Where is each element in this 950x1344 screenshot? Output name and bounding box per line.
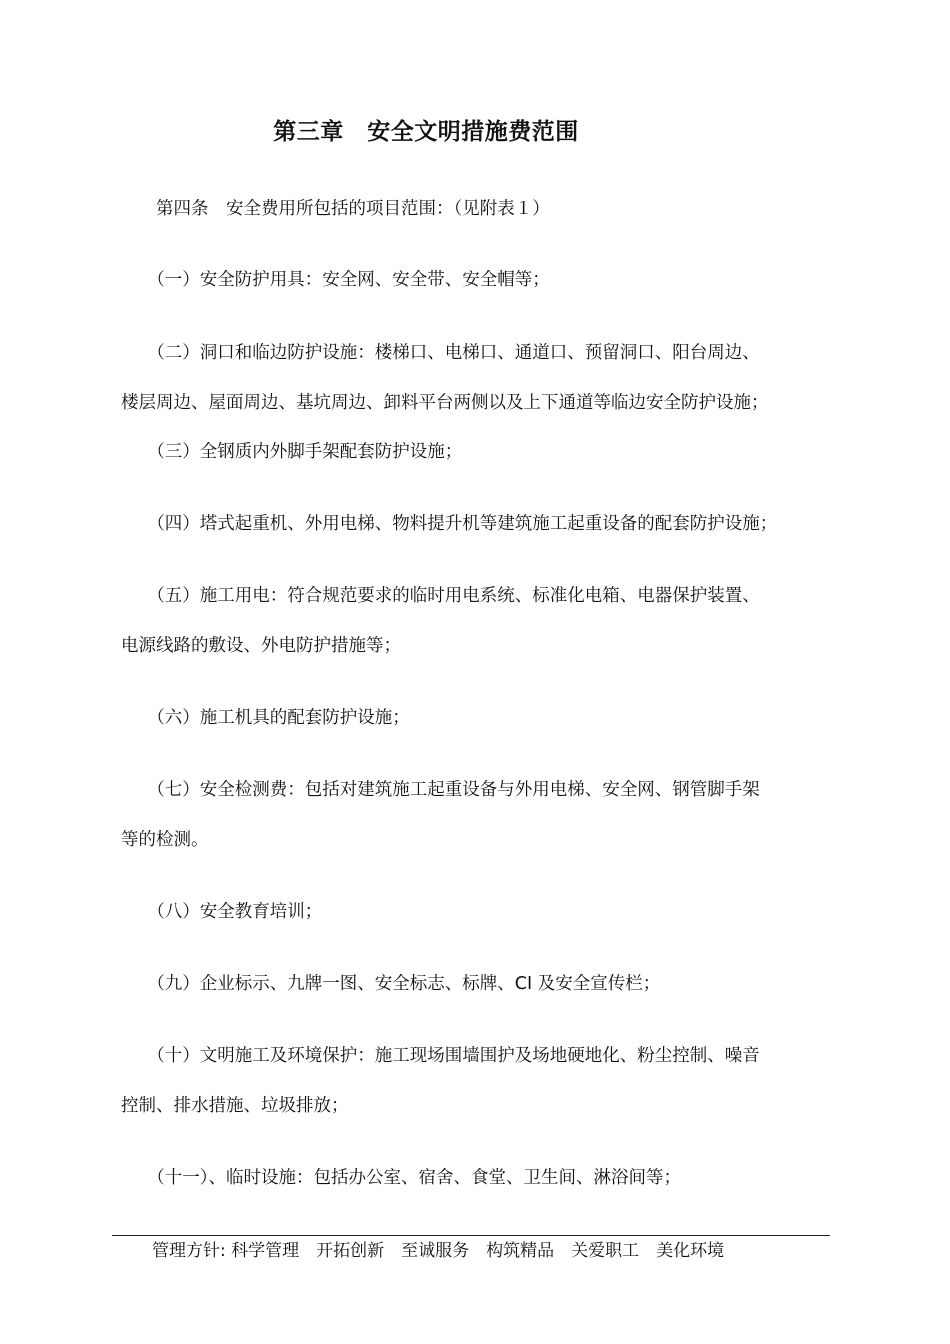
paragraph-line: （七）安全检测费：包括对建筑施工起重设备与外用电梯、安全网、钢管脚手架 [121,780,760,800]
paragraph-line: 第四条 安全费用所包括的项目范围：（见附表１） [121,199,550,219]
paragraph-line: （五）施工用电：符合规范要求的临时用电系统、标准化电箱、电器保护装置、 [121,586,760,606]
paragraph-line: （十）文明施工及环境保护：施工现场围墙围护及场地硬地化、粉尘控制、噪音 [121,1046,760,1066]
paragraph-item-1 [121,268,841,292]
paragraph-line: （二）洞口和临边防护设施：楼梯口、电梯口、通道口、预留洞口、阳台周边、 [121,343,760,363]
paragraph-item-9 [121,972,841,996]
paragraph-item-6 [121,706,841,730]
footer-divider [112,1235,830,1236]
paragraph-item-7 [121,778,841,852]
paragraph-item-8 [121,900,841,924]
paragraph-item-3 [121,440,841,464]
paragraph-item-10 [121,1044,841,1118]
paragraph-line-continued: 电源线路的敷设、外电防护措施等； [121,636,401,656]
paragraph-item-2 [121,341,841,415]
paragraph-line-continued: 控制、排水措施、垃圾排放； [121,1096,349,1116]
chapter-title: 第三章 安全文明措施费范围 [273,119,579,145]
paragraph-line: （九）企业标示、九牌一图、安全标志、标牌、CI 及安全宣传栏； [121,974,661,994]
paragraph-item-11 [121,1166,841,1190]
paragraph-line: （六）施工机具的配套防护设施； [121,708,410,728]
paragraph-line: （十一）、临时设施：包括办公室、宿舍、食堂、卫生间、淋浴间等； [121,1168,681,1188]
paragraph-item-5 [121,584,841,658]
paragraph-line: （八）安全教育培训； [121,902,323,922]
footer-motto: 管理方针: 科学管理 开拓创新 至诚服务 构筑精品 关爱职工 美化环境 [152,1241,725,1261]
paragraph-line: （一）安全防护用具：安全网、安全带、安全帽等； [121,270,550,290]
paragraph-line-continued: 等的检测。 [121,830,209,850]
paragraph-line-continued: 楼层周边、屋面周边、基坑周边、卸料平台两侧以及上下通道等临边安全防护设施； [121,393,769,413]
paragraph-item-4 [121,512,841,536]
paragraph-line: （三）全钢质内外脚手架配套防护设施； [121,442,463,462]
paragraph-article-4 [121,197,841,221]
paragraph-line: （四）塔式起重机、外用电梯、物料提升机等建筑施工起重设备的配套防护设施； [121,514,778,534]
